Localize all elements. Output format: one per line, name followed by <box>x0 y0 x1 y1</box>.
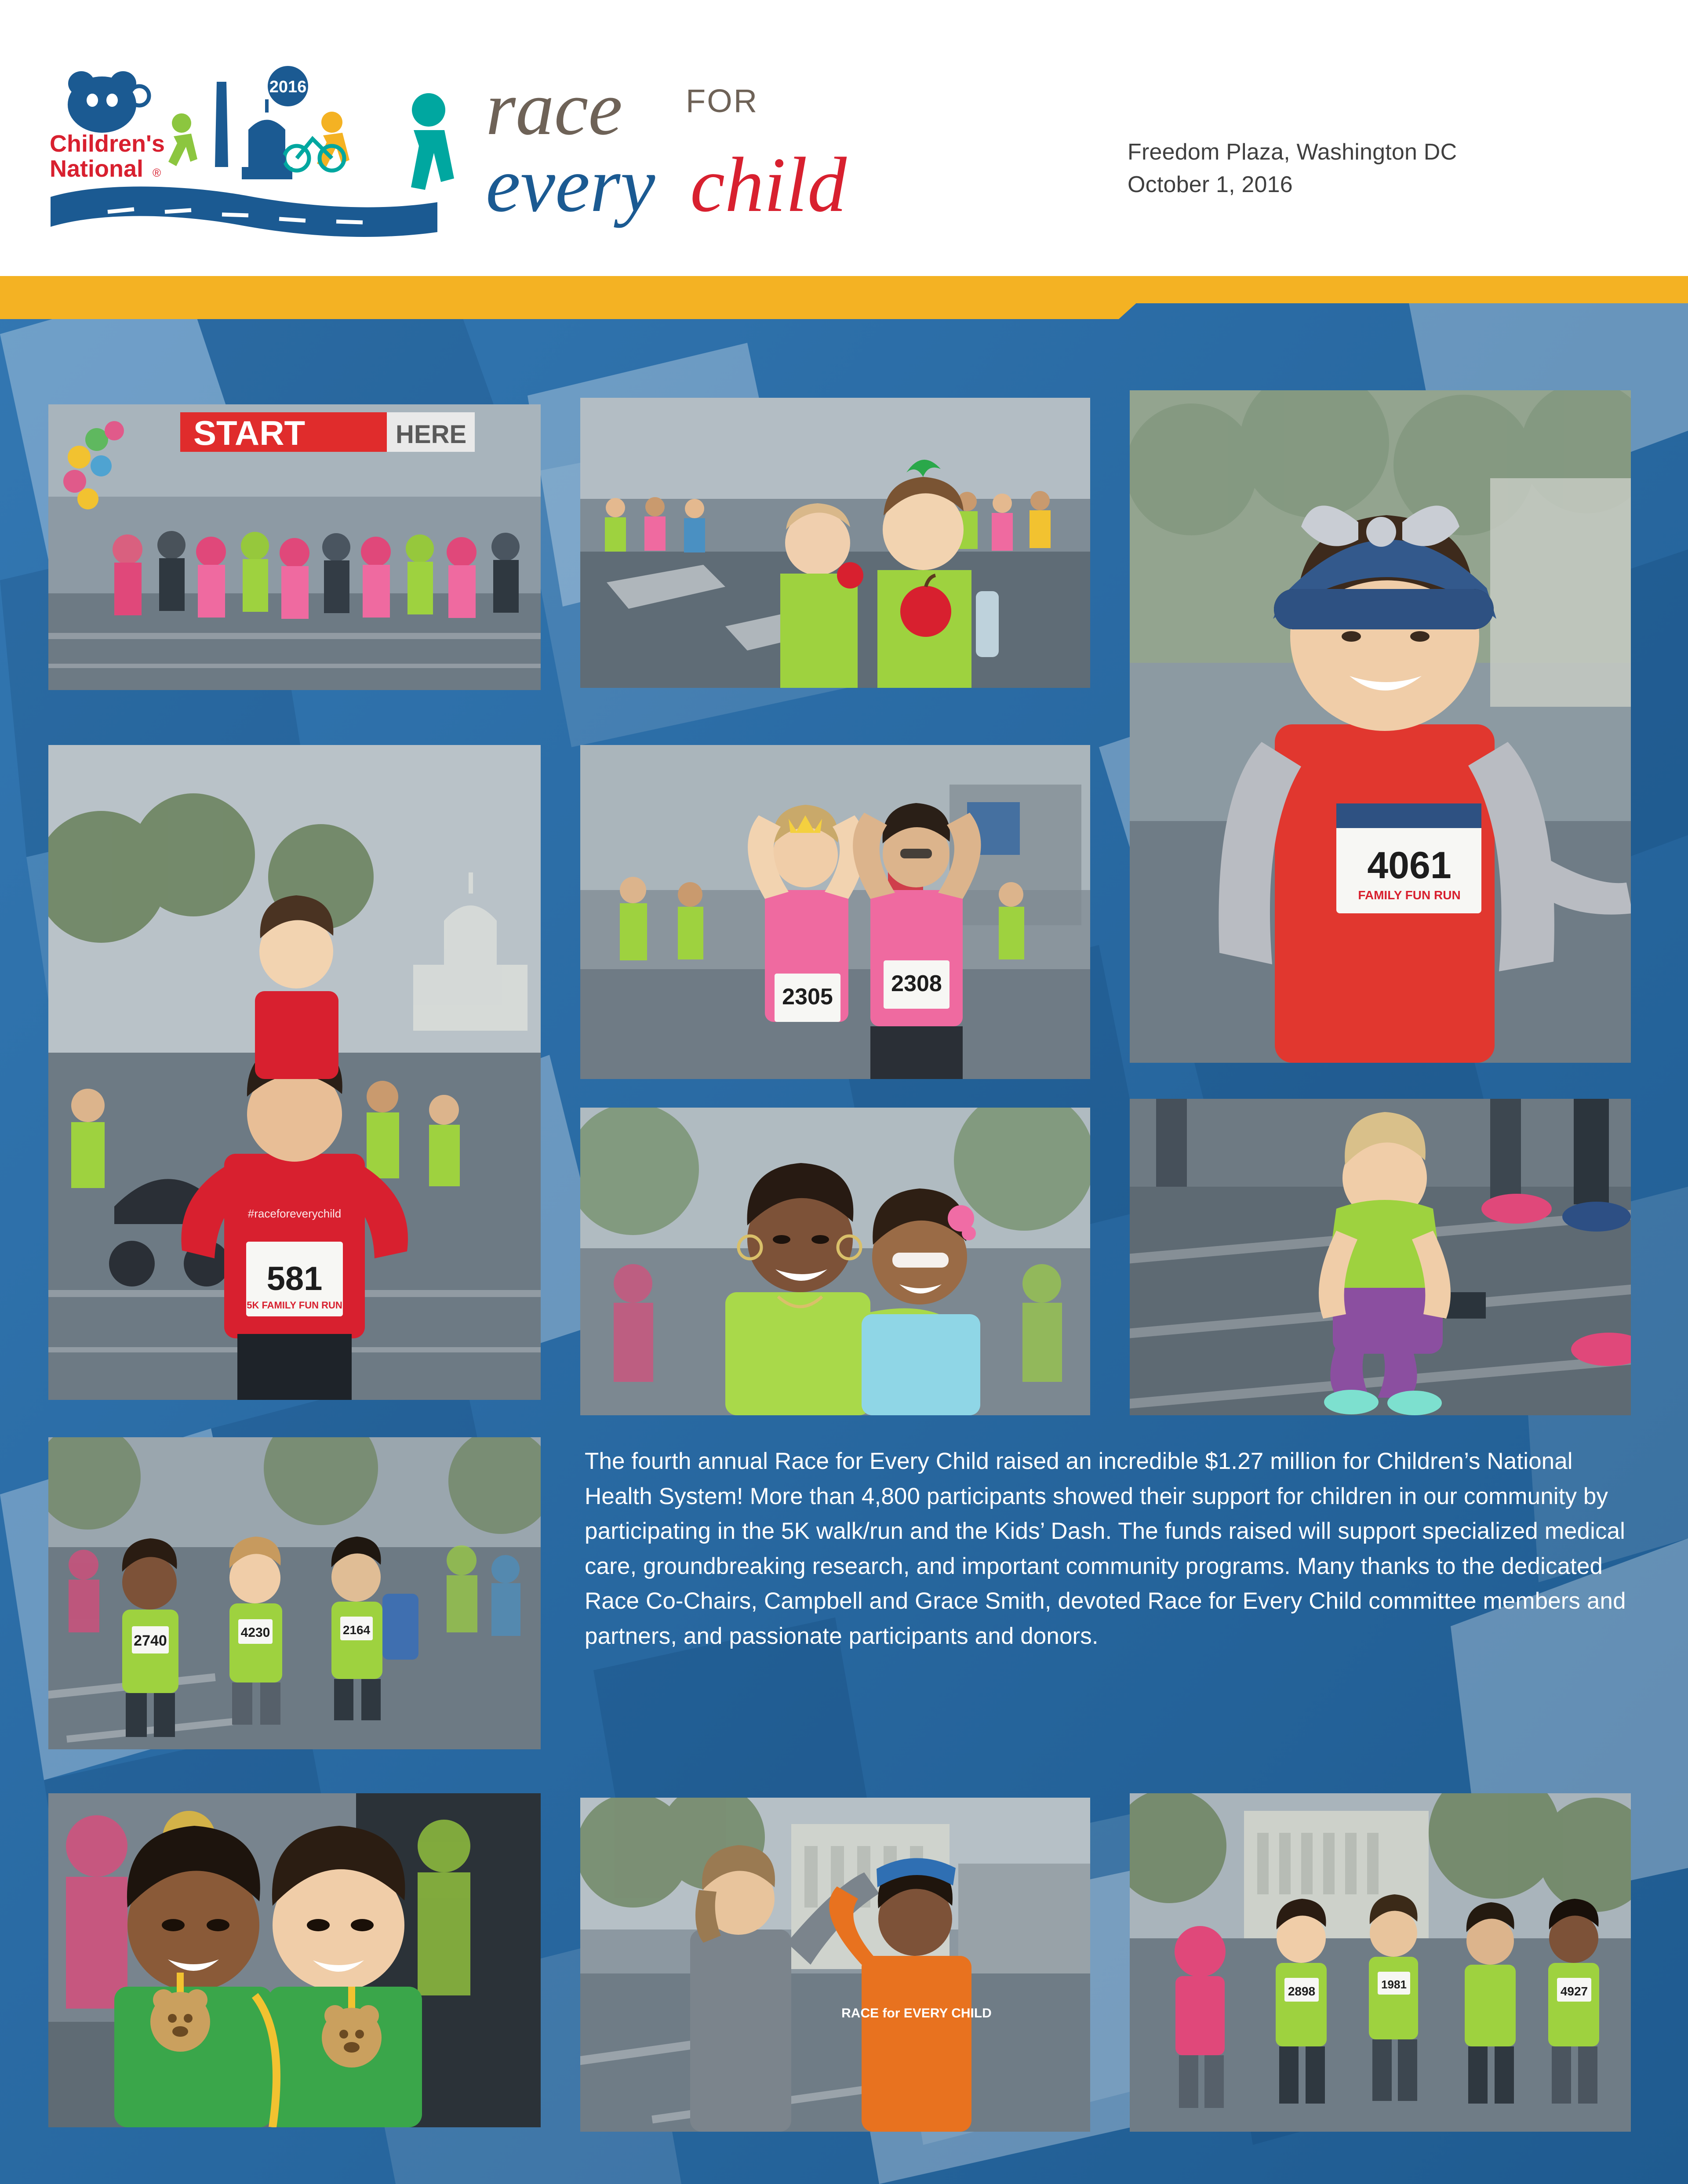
photo-couple-cheering <box>580 745 1090 1079</box>
svg-text:#raceforeverychild: #raceforeverychild <box>247 1207 342 1220</box>
photo-dad-with-toddler <box>48 745 541 1400</box>
svg-text:®: ® <box>153 166 161 179</box>
svg-text:HERE: HERE <box>396 420 467 449</box>
header-gold-bar-right <box>1090 276 1688 303</box>
svg-text:FOR: FOR <box>686 83 759 119</box>
child-figure-icon <box>411 93 454 190</box>
year-badge <box>268 66 308 106</box>
photo-volunteer-highfive <box>580 1798 1090 2132</box>
photo-family-running <box>1130 1793 1631 2132</box>
svg-text:581: 581 <box>266 1260 323 1297</box>
svg-text:2740: 2740 <box>134 1632 167 1649</box>
washington-monument-icon <box>215 82 228 167</box>
race-logo <box>42 57 886 246</box>
svg-text:2016: 2016 <box>269 78 307 96</box>
svg-text:National: National <box>50 156 144 182</box>
photo-girl-crouching <box>1130 1099 1631 1415</box>
photo-kids-apple <box>580 398 1090 688</box>
svg-text:every: every <box>486 141 655 228</box>
svg-text:Children's: Children's <box>50 131 165 157</box>
svg-text:4230: 4230 <box>240 1625 270 1640</box>
svg-text:4061: 4061 <box>1367 844 1452 887</box>
svg-text:2164: 2164 <box>342 1623 371 1637</box>
photo-mom-and-daughter <box>580 1108 1090 1415</box>
svg-text:START: START <box>193 414 306 452</box>
svg-text:2898: 2898 <box>1288 1984 1316 1998</box>
event-info <box>1128 136 1655 201</box>
svg-text:FAMILY FUN RUN: FAMILY FUN RUN <box>1358 888 1461 902</box>
svg-text:2308: 2308 <box>891 971 942 996</box>
svg-text:RACE for EVERY CHILD: RACE for EVERY CHILD <box>841 2006 992 2020</box>
photo-start-line <box>48 404 541 690</box>
event-location: Freedom Plaza, Washington DC <box>1128 139 1457 165</box>
svg-text:5K FAMILY FUN RUN: 5K FAMILY FUN RUN <box>247 1300 342 1311</box>
race-wordmark <box>486 65 847 228</box>
recap-paragraph: The fourth annual Race for Every Child raised an incredible $1.27 million for Children’s National Health System! More than 4,800 participants showed their support for children in our community by participating in the 5K walk/run and the Kids’ Dash. The funds raised will support specialized medical care, groundbreaking research, and important community programs. Many thanks to the dedicated Race Co-Chairs, Campbell and Grace Smith, devoted Race for Every Child committee members and partners, and passionate participants and donors. <box>585 1448 1626 1649</box>
svg-text:1981: 1981 <box>1381 1978 1407 1991</box>
svg-text:child: child <box>690 141 847 228</box>
photo-two-boys-medals <box>48 1793 541 2127</box>
childrens-national-logo <box>50 71 165 182</box>
photo-girl-blue-hat <box>1130 390 1631 1063</box>
photo-kids-dash <box>48 1437 541 1749</box>
event-date: October 1, 2016 <box>1128 171 1293 197</box>
svg-text:2305: 2305 <box>782 984 833 1010</box>
runner-icon <box>168 113 197 166</box>
svg-text:race: race <box>486 65 622 151</box>
svg-text:4927: 4927 <box>1560 1984 1588 1998</box>
header-gold-bar <box>0 276 1119 319</box>
